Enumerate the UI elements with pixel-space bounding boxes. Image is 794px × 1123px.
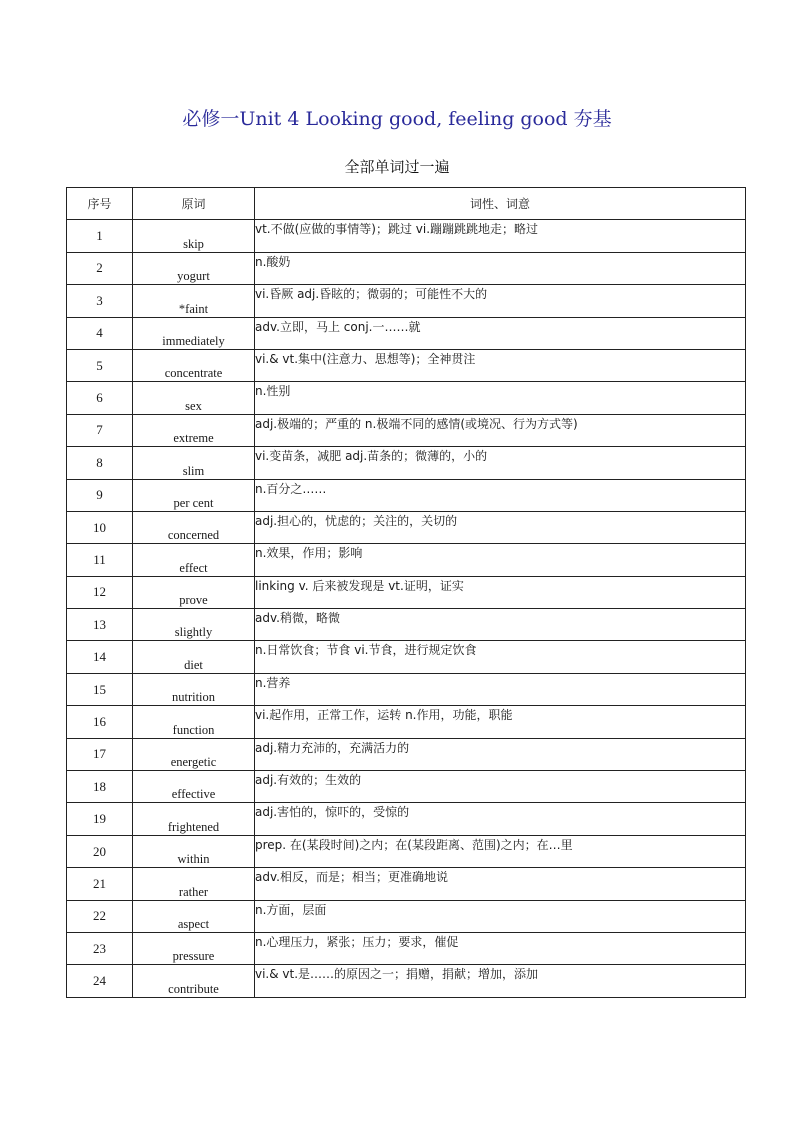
cell-number: 9 [67,479,133,511]
table-row [67,382,746,414]
cell-meaning: vt.不做(应做的事情等)；跳过 vi.蹦蹦跳跳地走；略过 [255,220,746,252]
cell-number: 4 [67,317,133,349]
cell-word: nutrition [133,673,255,705]
cell-word: diet [133,641,255,673]
cell-meaning: n.酸奶 [255,252,746,284]
table-header-row [67,188,746,220]
cell-meaning: adj.极端的；严重的 n.极端不同的感情(或境况、行为方式等) [255,414,746,446]
cell-word: concentrate [133,349,255,381]
cell-number: 14 [67,641,133,673]
cell-number: 5 [67,349,133,381]
cell-meaning: n.性别 [255,382,746,414]
cell-number: 11 [67,544,133,576]
cell-number: 23 [67,932,133,964]
page-title: 必修一Unit 4 Looking good, feeling good 夯基 [182,108,612,130]
cell-meaning: adj.担心的，忧虑的；关注的，关切的 [255,511,746,543]
table-row [67,803,746,835]
table-row [67,349,746,381]
cell-meaning: vi.变苗条，减肥 adj.苗条的；微薄的，小的 [255,447,746,479]
cell-meaning: adv.稍微，略微 [255,609,746,641]
cell-word: energetic [133,738,255,770]
table-row [67,285,746,317]
cell-word: contribute [133,965,255,997]
cell-word: within [133,835,255,867]
cell-word: pressure [133,932,255,964]
cell-meaning: vi.& vt.集中(注意力、思想等)；全神贯注 [255,349,746,381]
cell-meaning: linking v. 后来被发现是 vt.证明，证实 [255,576,746,608]
cell-word: yogurt [133,252,255,284]
column-header-meaning: 词性、词意 [255,188,746,220]
cell-meaning: vi.起作用，正常工作，运转 n.作用，功能，职能 [255,706,746,738]
cell-meaning: n.效果，作用；影响 [255,544,746,576]
cell-word: sex [133,382,255,414]
cell-meaning: vi.& vt.是……的原因之一；捐赠，捐献；增加，添加 [255,965,746,997]
table-row [67,706,746,738]
table-row [67,479,746,511]
cell-meaning: adj.害怕的，惊吓的，受惊的 [255,803,746,835]
table-row [67,673,746,705]
cell-number: 21 [67,868,133,900]
table-row [67,220,746,252]
cell-word: effective [133,771,255,803]
cell-word: per cent [133,479,255,511]
cell-number: 3 [67,285,133,317]
cell-word: slim [133,447,255,479]
table-row [67,447,746,479]
cell-number: 7 [67,414,133,446]
table-row [67,641,746,673]
cell-number: 16 [67,706,133,738]
table-row [67,738,746,770]
table-row [67,609,746,641]
cell-number: 24 [67,965,133,997]
cell-word: rather [133,868,255,900]
cell-word: concerned [133,511,255,543]
vocabulary-table [66,187,746,998]
cell-word: *faint [133,285,255,317]
table-row [67,771,746,803]
column-header-word: 原词 [133,188,255,220]
cell-word: aspect [133,900,255,932]
table-row [67,835,746,867]
cell-meaning: vi.昏厥 adj.昏眩的；微弱的；可能性不大的 [255,285,746,317]
cell-meaning: n.营养 [255,673,746,705]
cell-number: 6 [67,382,133,414]
table-row [67,900,746,932]
cell-meaning: n.百分之…… [255,479,746,511]
table-row [67,965,746,997]
cell-number: 20 [67,835,133,867]
cell-number: 8 [67,447,133,479]
table-row [67,252,746,284]
cell-word: extreme [133,414,255,446]
cell-number: 12 [67,576,133,608]
cell-meaning: n.日常饮食；节食 vi.节食，进行规定饮食 [255,641,746,673]
cell-word: immediately [133,317,255,349]
table-row [67,511,746,543]
table-row [67,576,746,608]
cell-meaning: adj.有效的；生效的 [255,771,746,803]
table-row [67,317,746,349]
cell-number: 1 [67,220,133,252]
cell-word: effect [133,544,255,576]
cell-meaning: n.方面，层面 [255,900,746,932]
table-row [67,868,746,900]
table-row [67,414,746,446]
cell-word: skip [133,220,255,252]
cell-word: prove [133,576,255,608]
cell-number: 18 [67,771,133,803]
table-row [67,932,746,964]
cell-word: slightly [133,609,255,641]
cell-number: 13 [67,609,133,641]
cell-number: 22 [67,900,133,932]
cell-meaning: adv.相反，而是；相当；更准确地说 [255,868,746,900]
page-subtitle: 全部单词过一遍 [344,158,450,176]
cell-number: 15 [67,673,133,705]
cell-word: frightened [133,803,255,835]
column-header-number: 序号 [67,188,133,220]
cell-number: 17 [67,738,133,770]
cell-number: 2 [67,252,133,284]
cell-word: function [133,706,255,738]
cell-number: 19 [67,803,133,835]
table-row [67,544,746,576]
cell-meaning: adj.精力充沛的，充满活力的 [255,738,746,770]
cell-meaning: n.心理压力，紧张；压力；要求，催促 [255,932,746,964]
cell-meaning: prep. 在(某段时间)之内；在(某段距离、范围)之内；在…里 [255,835,746,867]
cell-number: 10 [67,511,133,543]
cell-meaning: adv.立即，马上 conj.一……就 [255,317,746,349]
table-body [67,220,746,997]
